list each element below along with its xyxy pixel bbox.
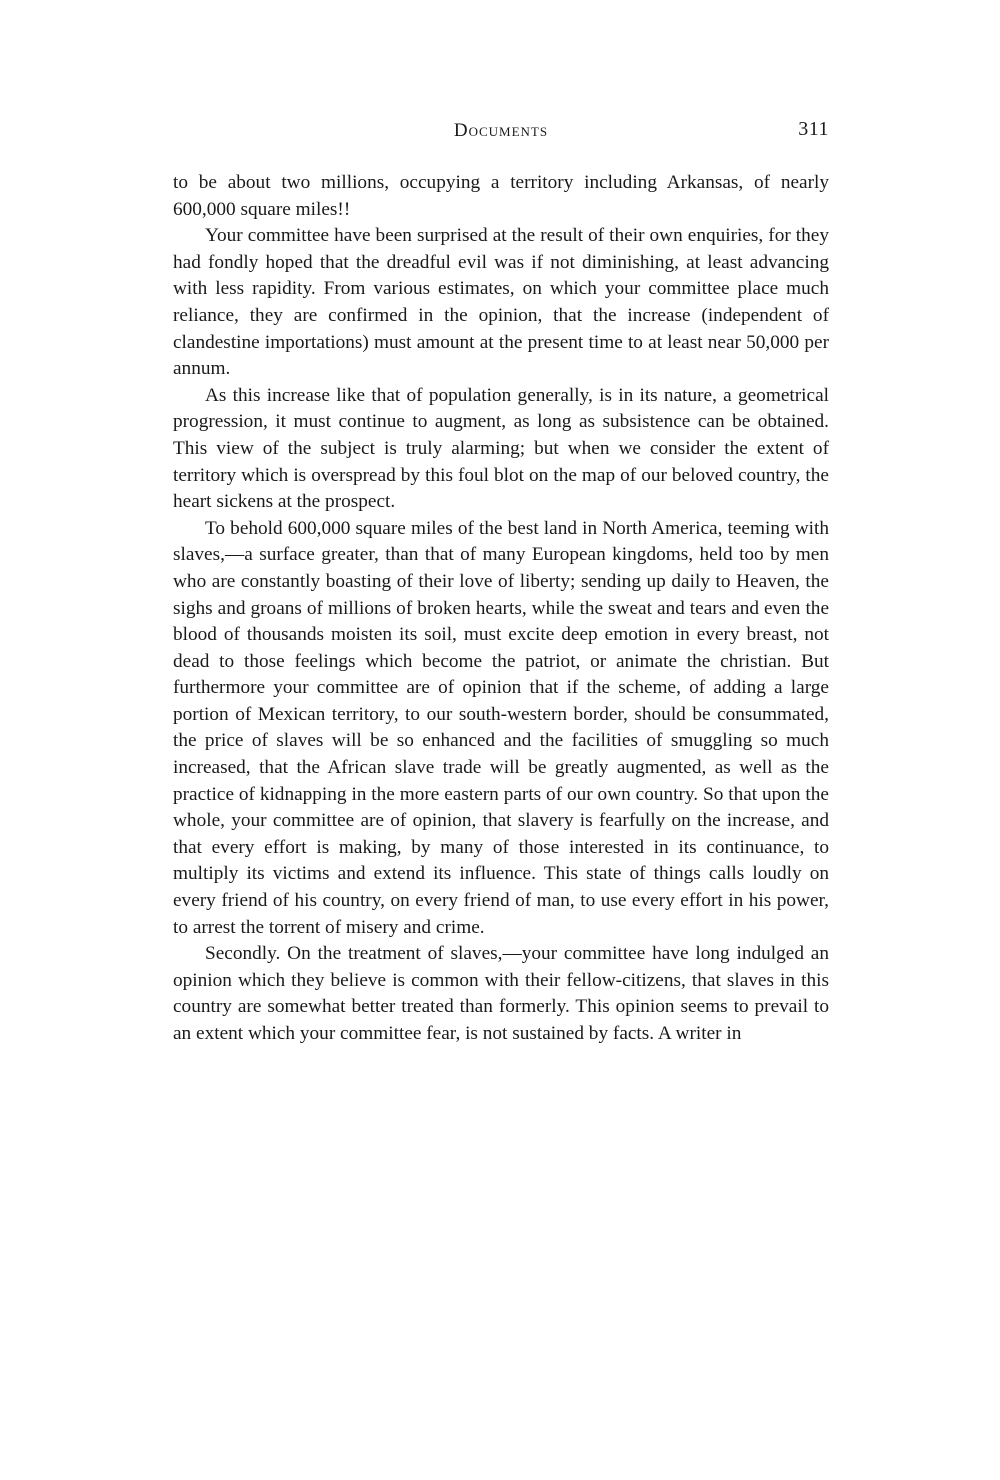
paragraph-continued: to be about two millions, occupying a territory including Arkansas, of nearly 600,000 square miles!! (173, 172, 829, 220)
paragraph-treatment-of-slaves: Secondly. On the treatment of slaves,—your committee have long indulged an opinion which they believe is common with their fellow-citizens, that slaves in this country are somewhat better treated than formerly. This opinion seems to prevail to an extent which your committee fear, is not sustained by facts. A writer in (173, 943, 829, 1044)
page-title: Documents (453, 120, 549, 141)
page-number: 311 (798, 118, 829, 140)
body-text (173, 170, 829, 1048)
paragraph-territory-slavery: To behold 600,000 square miles of the best land in North America, teeming with slaves,—a surface greater, than that of many European kingdoms, held too by men who are constantly boasting of their love of liberty; sending up daily to Heaven, the sighs and groans of millions of broken hearts, while the sweat and tears and even the blood of thousands moisten its soil, must excite deep emotion in every breast, not dead to those feelings which become the patriot, or animate the christian. But furthermore your committee are of opinion that if the scheme, of adding a large portion of Mexican territory, to our south-western border, should be consummated, the price of slaves will be so enhanced and the facilities of smuggling so much increased, that the African slave trade will be greatly augmented, as well as the practice of kidnapping in the more eastern parts of our own country. So that upon the whole, your committee are of opinion, that slavery is fearfully on the increase, and that every effort is making, by many of those interested in its continuance, to multiply its victims and extend its influence. This state of things calls loudly on every friend of his country, on every friend of man, to use every effort in his power, to arrest the torrent of misery and crime. (173, 517, 829, 938)
paragraph-committee-enquiries: Your committee have been surprised at the result of their own enquiries, for they had fondly hoped that the dreadful evil was if not diminishing, at least advancing with less rapidity. From various estimates, on which your committee place much reliance, they are confirmed in the opinion, that the increase (independent of clandestine importations) must amount at the present time to at least near 50,000 per annum. (173, 225, 829, 380)
running-header (173, 116, 829, 150)
paragraph-geometrical-progression: As this increase like that of population generally, is in its nature, a geometrical progression, it must continue to augment, as long as subsistence can be obtained. This view of the subject is truly alarming; but when we consider the extent of territory which is overspread by this foul blot on the map of our beloved country, the heart sickens at the prospect. (173, 384, 829, 513)
